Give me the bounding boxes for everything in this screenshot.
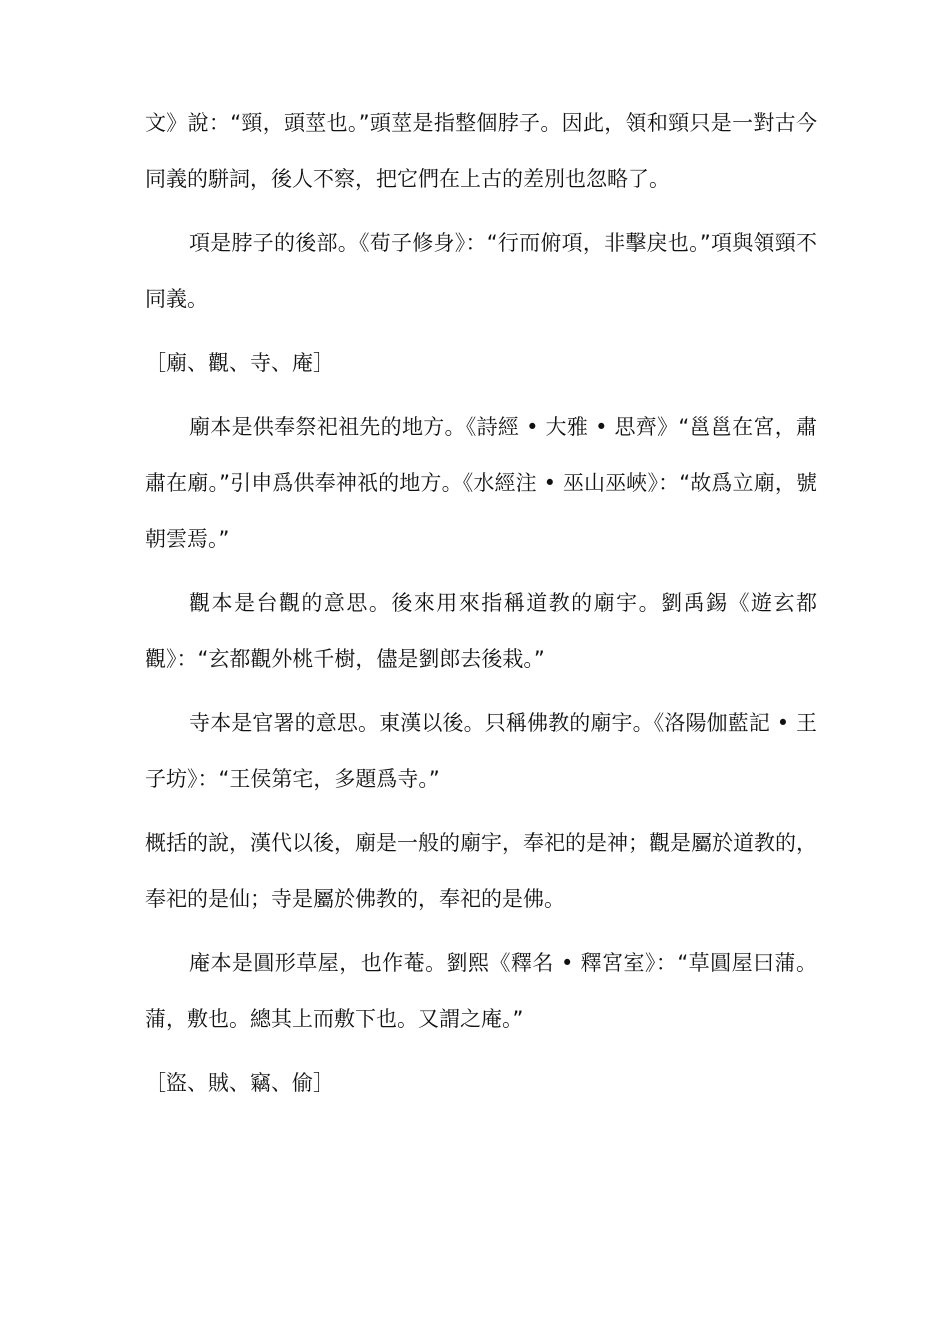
document-page [145, 95, 817, 1111]
paragraph-xiang: 項是脖子的後部。《荀子修身》：“行而俯項，非擊戾也。”項與領頸不同義。 [145, 231, 817, 311]
section-heading-temples: ［廟、觀、寺、庵］ [145, 351, 334, 375]
paragraph-an: 庵本是圓形草屋，也作菴。劉熙《釋名 • 釋宮室》：“草圓屋曰蒲。蒲，敷也。總其上而敷下也。又謂之庵。” [145, 951, 817, 1031]
paragraph-miao: 廟本是供奉祭祀祖先的地方。《詩經 • 大雅 • 思齊》“邕邕在宮，肅肅在廟。”引申爲供奉神祇的地方。《水經注 • 巫山巫峽》：“故爲立廟，號朝雲焉。” [145, 415, 817, 551]
paragraph-summary: 概括的說，漢代以後，廟是一般的廟宇，奉祀的是神；觀是屬於道教的，奉祀的是仙；寺是屬於佛教的，奉祀的是佛。 [145, 831, 817, 911]
paragraph-guan: 觀本是台觀的意思。後來用來指稱道教的廟宇。劉禹錫《遊玄都觀》：“玄都觀外桃千樹，儘是劉郎去後栽。” [145, 591, 817, 671]
section-heading-theft: ［盜、賊、竊、偷］ [145, 1071, 334, 1095]
paragraph-si: 寺本是官署的意思。東漢以後。只稱佛教的廟宇。《洛陽伽藍記 • 王子坊》：“王侯第宅，多題爲寺。” [145, 711, 817, 791]
paragraph-ling-jing-continued: 文》說：“頸，頭莖也。”頭莖是指整個脖子。因此，領和頸只是一對古今同義的駢詞，後人不察，把它們在上古的差別也忽略了。 [145, 111, 817, 191]
